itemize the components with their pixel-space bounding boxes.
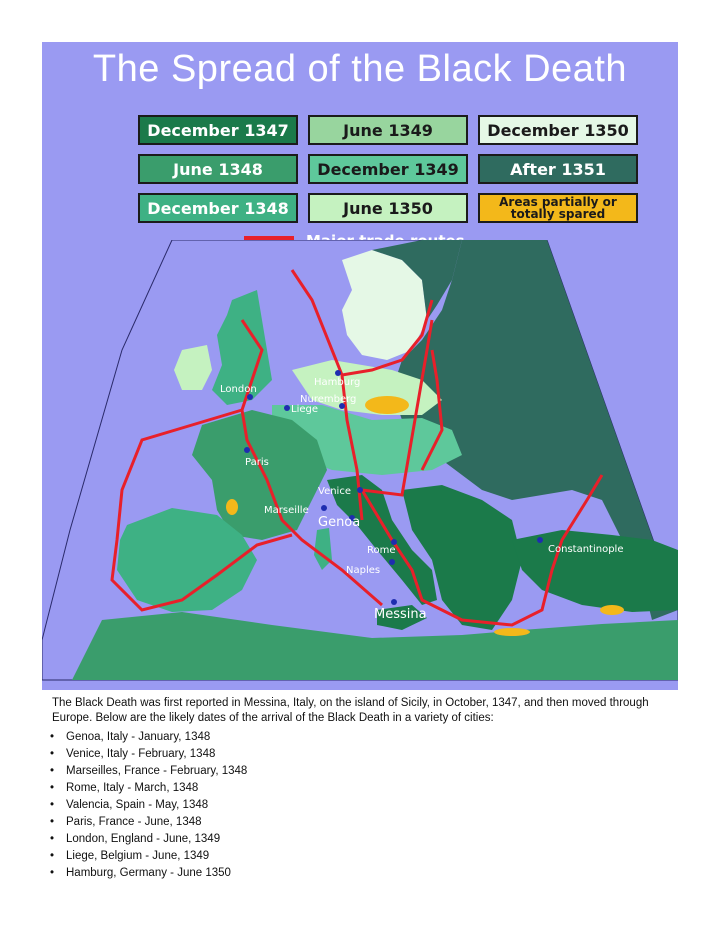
legend-item-dec-1348: December 1348 bbox=[138, 193, 298, 223]
city-label-rome: Rome bbox=[367, 545, 396, 556]
list-item: • Paris, France - June, 1348 bbox=[50, 814, 247, 831]
city-label-venice: Venice bbox=[318, 486, 351, 497]
city-label-nuremberg: Nuremberg bbox=[300, 394, 357, 405]
city-label-paris: Paris bbox=[245, 457, 269, 468]
legend-item-spared: Areas partially or totally spared bbox=[478, 193, 638, 223]
city-label-liege: Liege bbox=[291, 404, 319, 415]
legend-item-jun-1349: June 1349 bbox=[308, 115, 468, 145]
legend-item-jun-1348: June 1348 bbox=[138, 154, 298, 184]
legend-item-dec-1347: December 1347 bbox=[138, 115, 298, 145]
city-label-genoa: Genoa bbox=[318, 515, 361, 530]
legend-item-jun-1350: June 1350 bbox=[308, 193, 468, 223]
legend-item-dec-1349: December 1349 bbox=[308, 154, 468, 184]
legend-item-dec-1350: December 1350 bbox=[478, 115, 638, 145]
region-spared-pyrenees bbox=[226, 499, 238, 515]
city-label-constantinople: Constantinople bbox=[548, 544, 624, 555]
europe-map bbox=[42, 240, 678, 690]
list-item: • Genoa, Italy - January, 1348 bbox=[50, 729, 247, 746]
description-text: The Black Death was first reported in Messina, Italy, on the island of Sicily, in October, 1347, and then moved through Europe. Below are the likely dates of the arrival of the Black Death in a variety of cities: bbox=[52, 697, 649, 724]
region-spared-cyprus bbox=[600, 605, 624, 615]
city-label-marseille: Marseille bbox=[264, 505, 309, 516]
legend-item-after-1351: After 1351 bbox=[478, 154, 638, 184]
list-item: • Venice, Italy - February, 1348 bbox=[50, 746, 247, 763]
page-title: The Spread of the Black Death bbox=[92, 48, 628, 90]
list-item: • Hamburg, Germany - June 1350 bbox=[50, 865, 247, 882]
arrival-list bbox=[50, 729, 247, 882]
region-spared-poland bbox=[365, 396, 409, 414]
region-spared-crete bbox=[494, 628, 530, 636]
city-label-naples: Naples bbox=[346, 565, 381, 576]
city-label-messina: Messina bbox=[374, 607, 427, 622]
list-item: • Liege, Belgium - June, 1349 bbox=[50, 848, 247, 865]
list-item: • Rome, Italy - March, 1348 bbox=[50, 780, 247, 797]
list-item: • Valencia, Spain - May, 1348 bbox=[50, 797, 247, 814]
city-label-london: London bbox=[220, 384, 257, 395]
city-label-hamburg: Hamburg bbox=[314, 377, 361, 388]
list-item: • London, England - June, 1349 bbox=[50, 831, 247, 848]
list-item: • Marseilles, France - February, 1348 bbox=[50, 763, 247, 780]
